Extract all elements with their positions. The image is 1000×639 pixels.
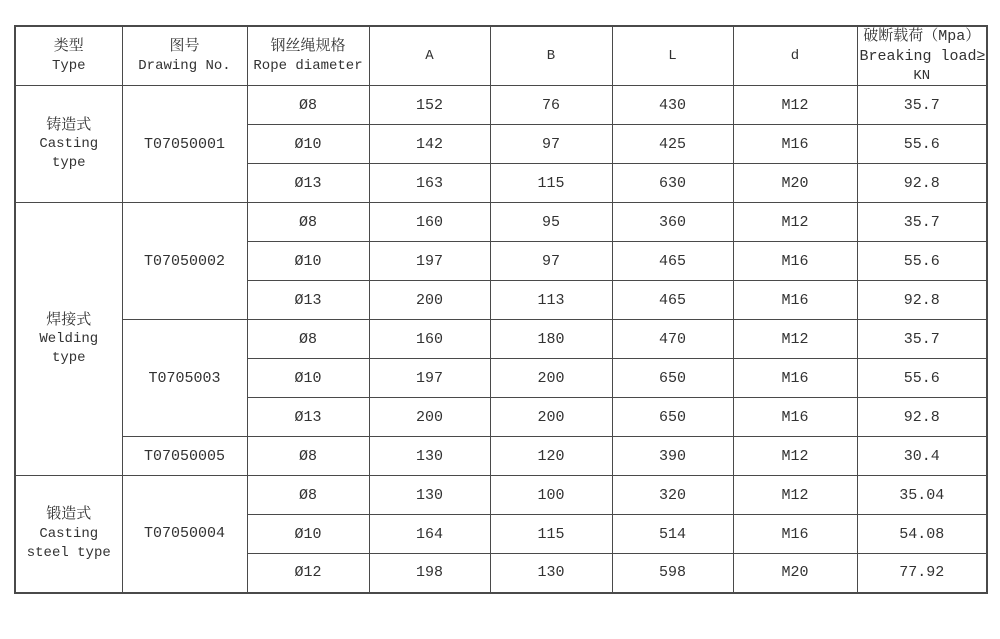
table-row [15, 86, 987, 125]
cell-a: 197 [369, 242, 490, 281]
drawing-no-cell: T07050005 [122, 437, 247, 476]
column-header-breaking-load [857, 26, 987, 86]
cell-d: M12 [733, 203, 857, 242]
cell-load: 35.7 [857, 86, 987, 125]
spec-table [14, 25, 988, 594]
cell-text-line: Casting [39, 526, 99, 543]
cell-rope: Ø8 [247, 437, 369, 476]
cell-load: 55.6 [857, 359, 987, 398]
type-cell [15, 86, 122, 203]
cell-a: 197 [369, 359, 490, 398]
table-row [15, 203, 987, 242]
cell-b: 130 [490, 554, 612, 593]
cell-a: 164 [369, 515, 490, 554]
cell-text-line: type [51, 349, 86, 366]
cell-l: 360 [612, 203, 733, 242]
table-row [15, 437, 987, 476]
cell-a: 130 [369, 476, 490, 515]
cell-a: 160 [369, 203, 490, 242]
cell-b: 100 [490, 476, 612, 515]
cell-load: 92.8 [857, 164, 987, 203]
cell-text-line: type [51, 154, 86, 171]
cell-text-line: 图号 [169, 37, 200, 55]
cell-load: 30.4 [857, 437, 987, 476]
cell-text-line: d [790, 47, 800, 64]
cell-a: 142 [369, 125, 490, 164]
cell-rope: Ø12 [247, 554, 369, 593]
cell-rope: Ø10 [247, 515, 369, 554]
cell-a: 152 [369, 86, 490, 125]
cell-d: M12 [733, 320, 857, 359]
cell-rope: Ø8 [247, 476, 369, 515]
cell-d: M12 [733, 437, 857, 476]
cell-b: 115 [490, 515, 612, 554]
cell-text-line: Breaking load≥ [859, 47, 986, 65]
cell-load: 77.92 [857, 554, 987, 593]
cell-rope: Ø13 [247, 281, 369, 320]
drawing-no-cell: T07050002 [122, 203, 247, 320]
cell-b: 113 [490, 281, 612, 320]
cell-text-line: L [668, 47, 677, 64]
column-header-type [15, 26, 122, 86]
cell-text-line: Welding [39, 331, 99, 348]
cell-text-line: KN [913, 67, 931, 84]
cell-l: 470 [612, 320, 733, 359]
table-row [15, 476, 987, 515]
cell-text-line: steel type [26, 544, 111, 561]
cell-text-line: 焊接式 [46, 311, 92, 329]
cell-b: 180 [490, 320, 612, 359]
cell-text-line: Rope diameter [253, 57, 363, 74]
cell-l: 650 [612, 398, 733, 437]
cell-d: M20 [733, 554, 857, 593]
table-body [15, 86, 987, 593]
cell-a: 200 [369, 398, 490, 437]
cell-l: 430 [612, 86, 733, 125]
cell-load: 35.7 [857, 320, 987, 359]
column-header-b [490, 26, 612, 86]
type-cell [15, 203, 122, 476]
cell-rope: Ø8 [247, 203, 369, 242]
type-cell [15, 476, 122, 593]
header-row [15, 26, 987, 86]
cell-l: 598 [612, 554, 733, 593]
cell-d: M16 [733, 398, 857, 437]
cell-b: 115 [490, 164, 612, 203]
cell-d: M16 [733, 242, 857, 281]
cell-b: 95 [490, 203, 612, 242]
cell-b: 120 [490, 437, 612, 476]
cell-a: 160 [369, 320, 490, 359]
cell-l: 514 [612, 515, 733, 554]
cell-text-line: 类型 [53, 37, 84, 55]
cell-text-line: B [546, 47, 556, 64]
column-header-a [369, 26, 490, 86]
cell-text-line: Casting [39, 136, 99, 153]
cell-b: 97 [490, 242, 612, 281]
cell-l: 320 [612, 476, 733, 515]
cell-l: 465 [612, 242, 733, 281]
cell-rope: Ø13 [247, 164, 369, 203]
cell-l: 390 [612, 437, 733, 476]
cell-a: 130 [369, 437, 490, 476]
cell-text-line: Type [51, 57, 86, 74]
cell-rope: Ø13 [247, 398, 369, 437]
cell-rope: Ø10 [247, 242, 369, 281]
drawing-no-cell: T0705003 [122, 320, 247, 437]
cell-a: 198 [369, 554, 490, 593]
cell-b: 97 [490, 125, 612, 164]
column-header-rope-diameter [247, 26, 369, 86]
cell-l: 650 [612, 359, 733, 398]
cell-load: 35.04 [857, 476, 987, 515]
cell-text-line: 破断载荷（Mpa） [863, 28, 981, 45]
cell-rope: Ø8 [247, 320, 369, 359]
cell-text-line: Drawing No. [138, 57, 231, 74]
cell-rope: Ø8 [247, 86, 369, 125]
cell-d: M12 [733, 86, 857, 125]
cell-load: 55.6 [857, 242, 987, 281]
cell-d: M16 [733, 359, 857, 398]
column-header-drawing-no [122, 26, 247, 86]
cell-text-line: 锻造式 [46, 506, 92, 524]
cell-d: M16 [733, 125, 857, 164]
cell-a: 163 [369, 164, 490, 203]
column-header-d [733, 26, 857, 86]
cell-load: 92.8 [857, 398, 987, 437]
cell-b: 200 [490, 359, 612, 398]
cell-b: 200 [490, 398, 612, 437]
cell-d: M16 [733, 281, 857, 320]
cell-d: M16 [733, 515, 857, 554]
cell-l: 465 [612, 281, 733, 320]
cell-d: M12 [733, 476, 857, 515]
cell-rope: Ø10 [247, 125, 369, 164]
cell-text-line: 钢丝绳规格 [270, 37, 346, 55]
cell-l: 425 [612, 125, 733, 164]
column-header-l [612, 26, 733, 86]
cell-d: M20 [733, 164, 857, 203]
cell-b: 76 [490, 86, 612, 125]
drawing-no-cell: T07050004 [122, 476, 247, 593]
cell-load: 55.6 [857, 125, 987, 164]
cell-a: 200 [369, 281, 490, 320]
cell-load: 54.08 [857, 515, 987, 554]
drawing-no-cell: T07050001 [122, 86, 247, 203]
cell-load: 35.7 [857, 203, 987, 242]
table-row [15, 320, 987, 359]
cell-load: 92.8 [857, 281, 987, 320]
cell-text-line: A [425, 47, 434, 64]
cell-rope: Ø10 [247, 359, 369, 398]
cell-l: 630 [612, 164, 733, 203]
cell-text-line: 铸造式 [46, 116, 92, 134]
